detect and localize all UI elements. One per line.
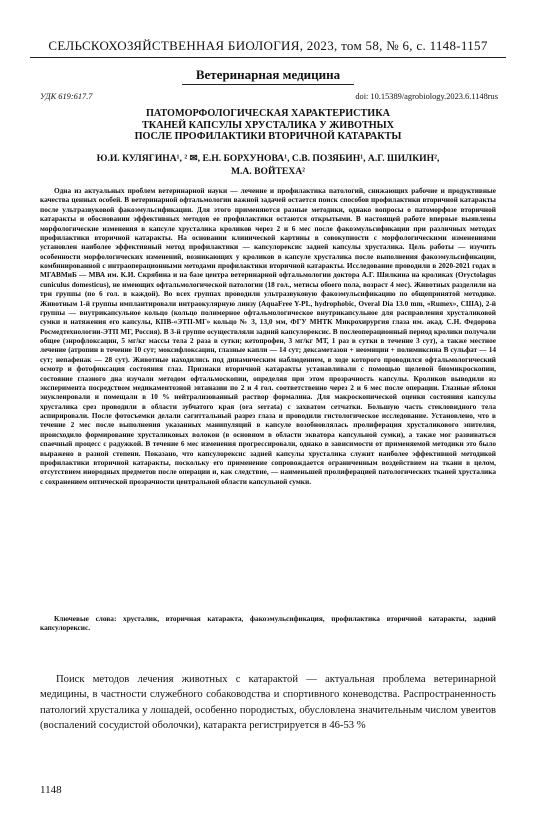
keywords [40,614,496,633]
title-line: ПОСЛЕ ПРОФИЛАКТИКИ ВТОРИЧНОЙ КАТАРАКТЫ [134,131,402,143]
article-title [40,108,496,143]
section-title: Ветеринарная медицина [195,67,341,82]
header-rule [30,57,506,58]
page-number: 1148 [40,784,62,796]
udk-code: УДК 619:617.7 [40,92,93,101]
keywords-text: Ключевые слова: хрусталик, вторичная катаракта, факоэмульсификация, профилактика вторичной катаракты, задний капсулорексис. [40,614,496,633]
abstract-text: Одна из актуальных проблем ветеринарной науки — лечение и профилактика патологий, снижающих рабочие и продуктивные качества ценных особей. В ветеринарной офтальмологии важной задачей остается поиск способов профилактики вторичной катаракты после ультразвуковой факоэмульсификации. Для этого применяются разные методики, однако вопросы о патоморфозе вторичной катаракты и обосновании эффективных методов ее профилактики остаются открытыми. В настоящей работе впервые выявлены морфологические изменения в капсуле хрусталика кроликов через 2 и 6 мес после факоэмульсификации при различных методах профилактики вторичной катаракты. На основании клинической картины в совокупности с морфологическими изменениями установлен наиболее эффективный метод профилактики — капсулорексис задней капсулы хрусталика. Цель работы — изучить особенности морфологических изменений, возникающих у кроликов в капсуле хрусталика после выполнения факоэмульсификации, комбинированной с интраоперационными методами профилактики вторичной катаракты. Исследование проводили в 2020-2021 годах в МГАВМиБ — МВА им. К.И. Скрябина и на базе центра ветеринарной офтальмологии доктора А.Г. Шилкина на кроликах (Oryctolagus cuniculus domesticus), не имеющих офтальмологической патологии (18 гол., метисы обоего пола, возраст 4 мес). Животных разделили на три группы (по 6 гол. в каждой). Во всех группах проводили ультразвуковую факоэмульсификацию по общепринятой методике. Животным 1-й группы имплантировали интраокулярную линзу (AquaFree Y-PL, hydrophobic, Overal Dia 13.0 mm, «Rumex», США), 2-й группы — внутрикапсульное кольцо (кольцо полимерное офтальмологическое внутрикапсульное для расправления хрусталиковой сумки и натяжения его капсулы, КПВ-«ЭТП-МГ» кольцо № 3, 13,0 мм, ФГУ МНТК Микрохирургия глаза им. акад. С.Н. Федорова Росмедтехнологии-ЭТП МГ, Россия). В 3-й группе осуществляли задний капсулорексис. В послеоперационный период кролики получали общее (энрофлоксацин, 5 мг/кг массы тела 2 раза в сутки; кетопрофен, 3 мг/кг МТ, 1 раз в сутки в течение 3 сут), а также местное лечение (атропин в течение 10 сут; моксифлоксацин, глазные капли — 14 сут; дексаметазон + неомицин + полимиксина В сульфат — 14 сут; непафенак — 28 сут). Животные находились под динамическим наблюдением, в ходе которого проводился офтальмологический осмотр и фотофиксация состояния глаз. Признаки вторичной катаракты устанавливали с помощью щелевой биомикроскопии, состояние глазного дна изучали методом офтальмоскопии, определяя при этом прозрачность капсулы. Кроликов выводили из эксперимента посредством медикаментозной эвтаназии по 2 и 4 гол. соответственно через 2 и 6 мес после операции. Глазные яблоки энуклеировали и помещали в 10 % нейтрализованный раствор формалина. Для макроскопической оценки состояния капсулы хрусталика срез проводили в области зубчатого края (ora serrata) с захватом сетчатки. Большую часть стекловидного тела аспирировали. После фотосъемки делали сагиттальный разрез глаза и проводили гистологическое исследование. Установлено, что в течение 2 мес после выполнения указанных манипуляций в капсуле возобновлялась пролиферация хрусталикового эпителия, происходило формирование хрусталиковых волокон (в основном в области экватора капсульной сумки), а также мог развиваться спаечный процесс с радужкой. В течение 6 мес изменения прогрессировали, однако в зависимости от применяемой методики это было выражено в разной степени. Показано, что капсулорексис задней капсулы хрусталика служит наиболее эффективной методикой профилактики вторичной катаракты, поскольку его применение сопровождается ограниченным воздействием на ткани в целом, отсутствием инородных предметов после операции и, как следствие, — наименьшей пролиферацией патологических тканей хрусталика с сохранением оптической прозрачности центральной области капсульной сумки. [40,186,496,486]
title-line: ПАТОМОРФОЛОГИЧЕСКАЯ ХАРАКТЕРИСТИКА [146,108,390,119]
abstract [40,186,496,486]
doi-link[interactable]: doi: 10.15389/agrobiology.2023.6.1148rus [355,92,498,101]
title-line: ТКАНЕЙ КАПСУЛЫ ХРУСТАЛИКА У ЖИВОТНЫХ [141,119,395,131]
authors [40,152,496,178]
section-underline [182,84,354,85]
authors-line: Ю.И. КУЛЯГИНА¹, ² ✉, Е.Н. БОРХУНОВА¹, С.В. ПОЗЯБИН¹, А.Г. ШИЛКИН², [96,153,440,164]
authors-line: М.А. ВОЙТЕХА² [230,166,306,177]
body-text [40,672,496,734]
journal-header: СЕЛЬСКОХОЗЯЙСТВЕННАЯ БИОЛОГИЯ, 2023, том 58, № 6, с. 1148-1157 [48,38,488,53]
body-paragraph: Поиск методов лечения животных с катарактой — актуальная проблема ветеринарной медицины, в частности служебного собаководства и спортивного коневодства. Распространенность патологий хрусталика у лошадей, особенно породистых, обусловлена значительным числом увеитов (воспалений сосудистой оболочки), катаракта регистрируется в 46-53 % [40,674,496,732]
